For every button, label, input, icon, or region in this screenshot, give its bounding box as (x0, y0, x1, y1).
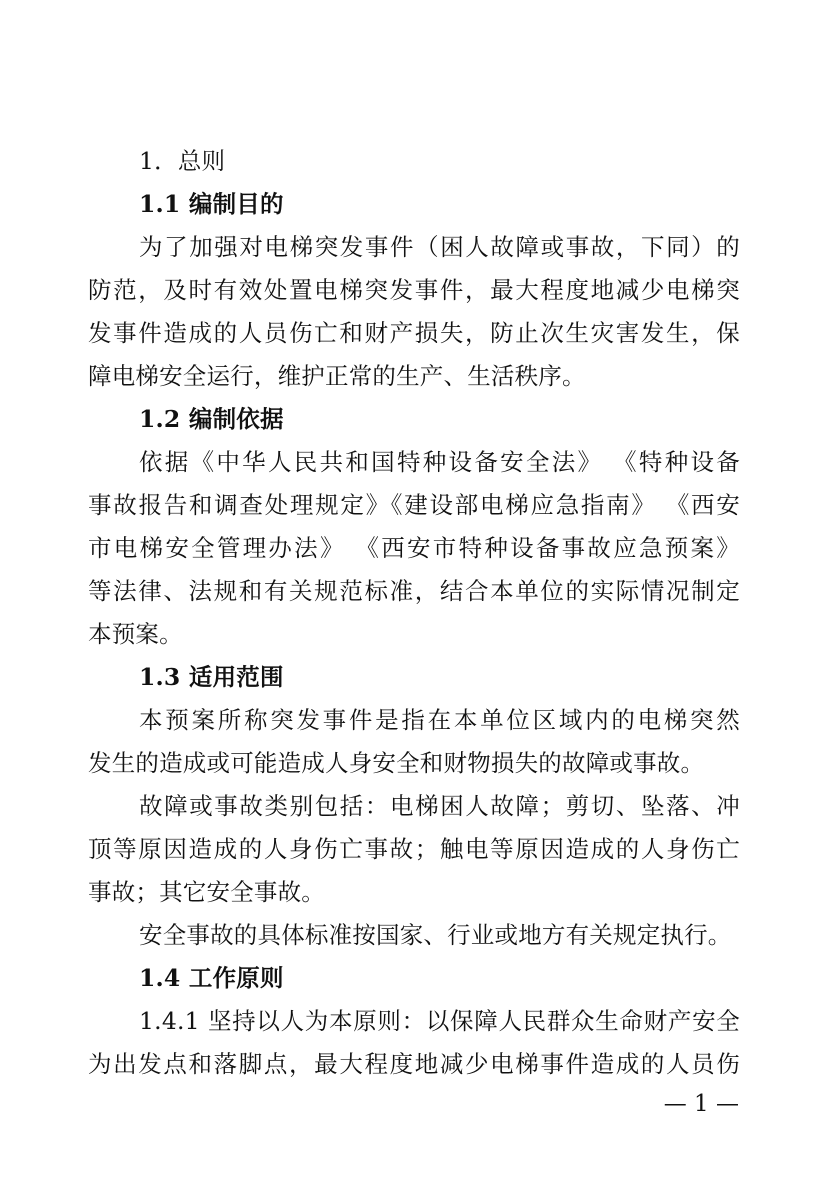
subsection-heading: 1.4 工作原则 (139, 964, 284, 992)
paragraph-line: 障电梯安全运行，维护正常的生产、生活秩序。 (88, 362, 586, 390)
paragraph-line: 安全事故的具体标准按国家、行业或地方有关规定执行。 (139, 921, 732, 949)
paragraph-line: 发生的造成或可能造成人身安全和财物损失的故障或事故。 (88, 749, 705, 777)
paragraph-line: 顶等原因造成的人身伤亡事故；触电等原因造成的人身伤亡 (88, 835, 740, 863)
paragraph-line: 本预案所称突发事件是指在本单位区域内的电梯突然 (139, 706, 740, 734)
paragraph-line: 事故；其它安全事故。 (88, 878, 325, 906)
paragraph-line: 为了加强对电梯突发事件（困人故障或事故，下同）的 (139, 233, 740, 261)
paragraph-line: 事故报告和调查处理规定》《建设部电梯应急指南》 《西安 (88, 491, 740, 519)
paragraph-line: 等法律、法规和有关规范标准，结合本单位的实际情况制定 (88, 577, 740, 605)
page-number: — 1 — (663, 1091, 739, 1117)
paragraph-line: 为出发点和落脚点，最大程度地减少电梯事件造成的人员伤 (88, 1050, 740, 1078)
paragraph-line: 本预案。 (88, 620, 183, 648)
subsection-heading: 1.1 编制目的 (139, 190, 284, 218)
paragraph-line: 依据《中华人民共和国特种设备安全法》 《特种设备 (139, 448, 740, 476)
subsection-heading: 1.3 适用范围 (139, 663, 284, 691)
paragraph-line: 防范，及时有效处置电梯突发事件，最大程度地减少电梯突 (88, 276, 740, 304)
paragraph-line: 故障或事故类别包括：电梯困人故障；剪切、坠落、冲 (139, 792, 740, 820)
subsection-heading: 1.2 编制依据 (139, 405, 284, 433)
section-heading: 1．总则 (139, 147, 226, 175)
paragraph-line: 市电梯安全管理办法》 《西安市特种设备事故应急预案》 (88, 534, 740, 562)
paragraph-line: 发事件造成的人员伤亡和财产损失，防止次生灾害发生，保 (88, 319, 740, 347)
document-body (88, 140, 740, 1086)
paragraph-line: 1.4.1 坚持以人为本原则：以保障人民群众生命财产安全 (139, 1007, 740, 1035)
